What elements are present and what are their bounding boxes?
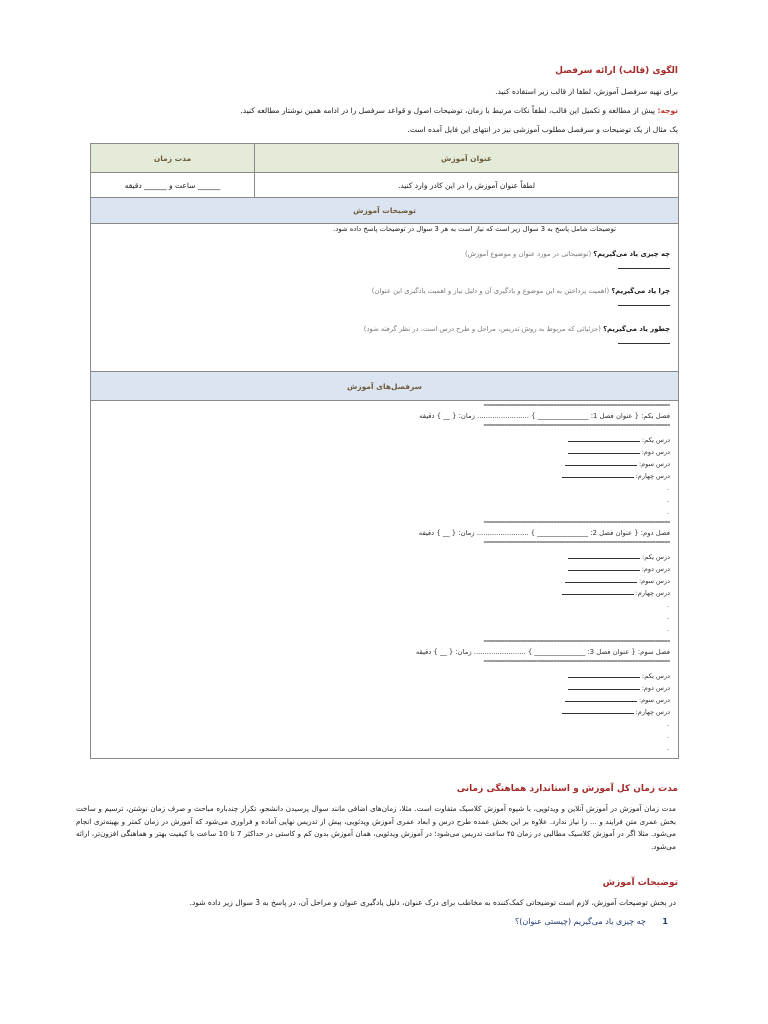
separator: ================================================================ [483, 639, 670, 645]
lesson-blank[interactable] [565, 701, 637, 702]
lesson-blank[interactable] [562, 594, 634, 595]
chapter-3-line[interactable]: فصل سوم: { عنوان فصل 3: _______________ } ........................ زمان: { __ } دقیقه [415, 648, 670, 656]
lesson-label: درس یکم: [642, 672, 670, 680]
ellipsis-dot: . [666, 484, 669, 492]
duration-section-body: مدت زمان آموزش در آموزش آنلاین و ویدئویی، با شیوه آموزش کلاسیک متفاوت است. مثلا، زمان‌های اضافی مانند سوال پرسیدن دانشجو، تکرار چندباره مباحث و صرف زمان نوشتن، ترسیم و ساخت بخش عمری متن فرایند و ... را نیاز ندارد. علاوه بر این بخش عمده طرح درس و ابعاد عمری آموزش ویدئویی، پیش از تدریس نهایی آماده و فراوری می‌شود که آموزش در زمان کمتر و بهینه‌تری انجام می‌شود. مثلا اگر در آموزش کلاسیک مطالبی در زمان ۴۵ ساعت تدریس می‌شود؛ در آموزش ویدئویی، همان آموزش بدون کم و کاستی در حداکثر 7 تا 10 ساعت با کیفیت بهتر و هماهنگی افزون‌تر، ارائه می‌شود. [76, 804, 676, 851]
lesson-blank[interactable] [565, 465, 637, 466]
lesson-label: درس سوم: [638, 696, 670, 704]
lesson-blank[interactable] [568, 677, 640, 678]
chapter-2-lesson-1[interactable] [568, 553, 670, 561]
question-what-label: چه چیزی یاد می‌گیریم؟ [593, 250, 670, 258]
lesson-blank[interactable] [568, 441, 640, 442]
chapter-1-lesson-4[interactable] [562, 472, 670, 480]
lesson-label: درس سوم: [638, 460, 670, 468]
ellipsis-dot: . [666, 744, 669, 752]
question-how [364, 325, 670, 334]
lesson-label: درس دوم: [641, 448, 670, 456]
title-column-header: عنوان آموزش [255, 144, 679, 173]
lesson-label: درس سوم: [638, 577, 670, 585]
separator: ================================================================ [483, 659, 670, 665]
lesson-label: درس یکم: [642, 436, 670, 444]
question-how-hint: (جزئیاتی که مربوط به روش تدریس، مراحل و طرح درس است، در نظر گرفته شود) [363, 325, 601, 333]
separator: ================================================================ [483, 540, 670, 546]
page-title: الگوی (قالب) ارائه سرفصل [555, 66, 678, 76]
template-table [90, 143, 679, 759]
note-line [240, 106, 678, 116]
chapter-1-lesson-2[interactable] [568, 448, 670, 456]
chapters-body-cell[interactable] [91, 401, 679, 759]
answer-line-why[interactable] [618, 305, 670, 306]
lesson-label: درس دوم: [641, 684, 670, 692]
chapter-3-lesson-3[interactable] [565, 696, 670, 704]
question-how-label: چطور یاد می‌گیریم؟ [603, 325, 670, 333]
chapter-1-lesson-1[interactable] [568, 436, 670, 444]
note-label: توجه: [657, 106, 678, 115]
separator: ================================================================ [483, 423, 670, 429]
description-intro: توضیحات شامل پاسخ به 3 سوال زیر است که نیاز است به هر 3 سوال در توضیحات پاسخ داده شود. [333, 225, 616, 233]
chapter-2-lesson-3[interactable] [565, 577, 670, 585]
chapter-2-line[interactable]: فصل دوم: { عنوان فصل 2: _______________ } ........................ زمان: { __ } دقیقه [418, 529, 670, 537]
lesson-label: درس چهارم: [635, 589, 670, 597]
lesson-label: درس دوم: [641, 565, 670, 573]
chapter-2-lesson-4[interactable] [562, 589, 670, 597]
ellipsis-dot: . [666, 613, 669, 621]
answer-line-how[interactable] [618, 343, 670, 344]
question-what-hint: (توضیحاتی در مورد عنوان و موضوع آموزش) [464, 250, 592, 258]
question-why-label: چرا یاد می‌گیریم؟ [611, 287, 670, 295]
note-text: پیش از مطالعه و تکمیل این قالب، لطفاً نکات مرتبط با زمان، توضیحات اصول و قواعد سرفصل را در ادامه همین نوشتار مطالعه کنید. [240, 106, 656, 115]
question-what [465, 250, 670, 259]
ellipsis-dot: . [666, 508, 669, 516]
lesson-label: درس یکم: [642, 553, 670, 561]
lesson-blank[interactable] [565, 582, 637, 583]
lesson-blank[interactable] [562, 713, 634, 714]
lesson-blank[interactable] [568, 570, 640, 571]
question-why-hint: (اهمیت پرداختن به این موضوع و یادگیری آن و دلیل نیاز و اهمیت یادگیری این عنوان) [371, 287, 610, 295]
ellipsis-dot: . [666, 601, 669, 609]
chapter-3-lesson-1[interactable] [568, 672, 670, 680]
chapter-1-lesson-3[interactable] [565, 460, 670, 468]
item-text: چه چیزی یاد می‌گیریم (چیستی عنوان)؟ [515, 917, 646, 926]
description-section-title: توضیحات آموزش [602, 878, 678, 888]
chapter-2-lesson-2[interactable] [568, 565, 670, 573]
description-section-header: توضیحات آموزش [91, 198, 679, 224]
course-title-field[interactable]: لطفاً عنوان آموزش را در این کادر وارد کنید. [255, 173, 679, 198]
duration-column-header: مدت زمان [91, 144, 255, 173]
question-why [372, 287, 670, 296]
duration-section-title: مدت زمان کل آموزش و استاندارد هماهنگی زمانی [456, 784, 678, 794]
course-duration-field[interactable]: ______ ساعت و ______ دقیقه [91, 173, 255, 198]
example-line: یک مثال از یک توضیحات و سرفصل مطلوب آموزشی نیز در انتهای این فایل آمده است. [407, 125, 678, 134]
chapter-3-lesson-2[interactable] [568, 684, 670, 692]
ellipsis-dot: . [666, 625, 669, 633]
description-section-body: در بخش توضیحات آموزش، لازم است توضیحاتی کمک‌کننده به مخاطب برای درک عنوان، دلیل یادگیری عنوان و مراحل آن، در پاسخ به 3 سوال زیر داده شود. [189, 898, 676, 907]
numbered-item-1 [515, 917, 668, 926]
ellipsis-dot: . [666, 720, 669, 728]
description-body-cell[interactable] [91, 224, 679, 372]
separator: ================================================================ [483, 403, 670, 409]
lesson-label: درس چهارم: [635, 472, 670, 480]
intro-text: برای تهیه سرفصل آموزش، لطفا از قالب زیر استفاده کنید. [495, 87, 678, 96]
separator: ================================================================ [483, 520, 670, 526]
chapter-1-line[interactable]: فصل یکم: { عنوان فصل 1: _______________ } ........................ زمان: { __ } دقیقه [419, 412, 670, 420]
lesson-label: درس چهارم: [635, 708, 670, 716]
lesson-blank[interactable] [568, 689, 640, 690]
lesson-blank[interactable] [568, 558, 640, 559]
chapter-3-lesson-4[interactable] [562, 708, 670, 716]
lesson-blank[interactable] [568, 453, 640, 454]
ellipsis-dot: . [666, 496, 669, 504]
answer-line-what[interactable] [618, 268, 670, 269]
item-number: 1 [662, 917, 668, 926]
ellipsis-dot: . [666, 732, 669, 740]
lesson-blank[interactable] [562, 477, 634, 478]
chapters-section-header: سرفصل‌های آموزش [91, 372, 679, 401]
